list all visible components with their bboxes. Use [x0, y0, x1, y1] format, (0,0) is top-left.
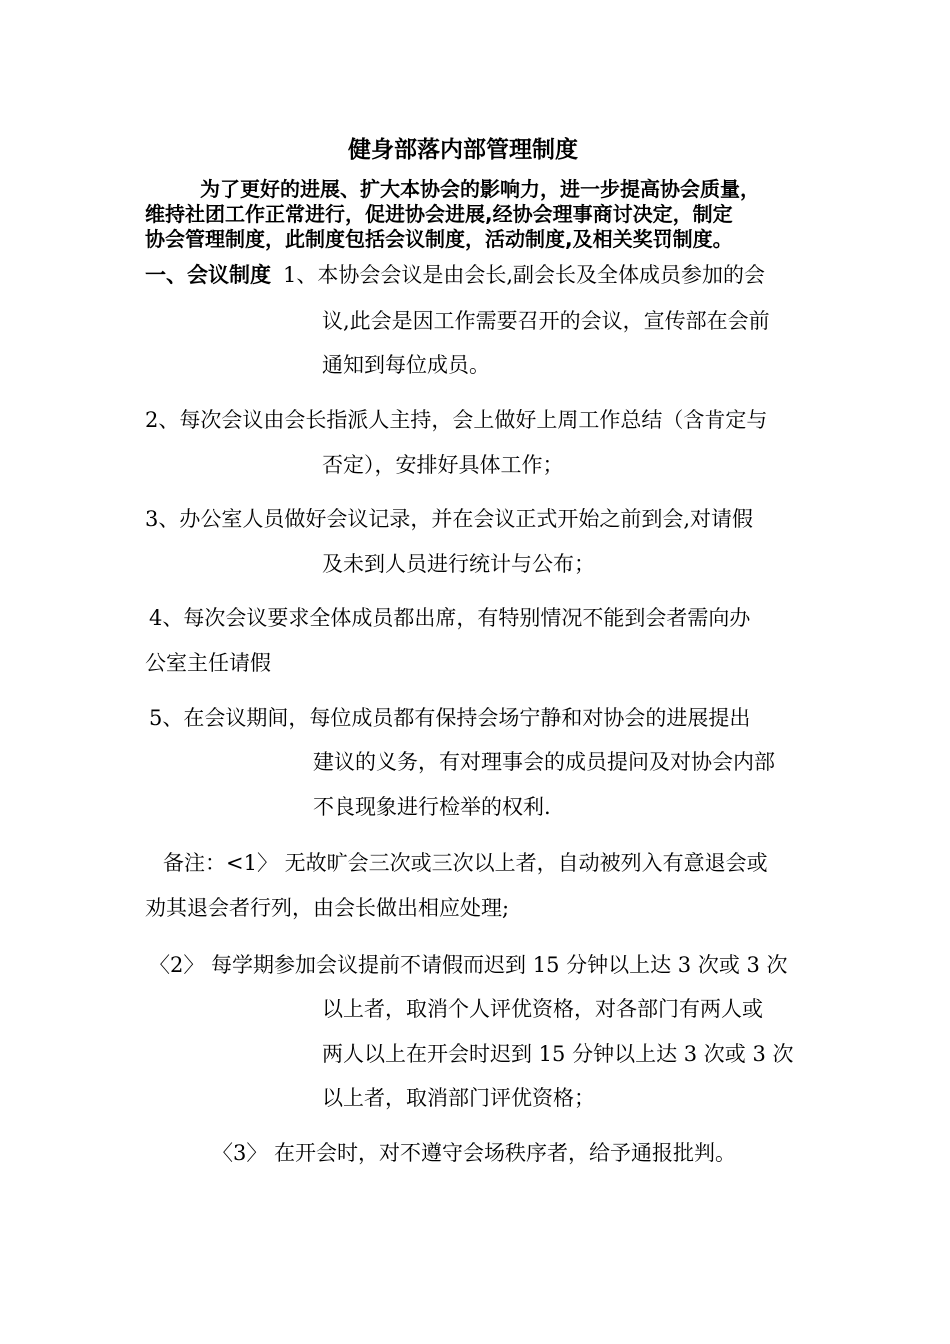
- note2-line-3: 两人以上在开会时迟到 15 分钟以上达 3 次或 3 次: [322, 1042, 794, 1066]
- item4-line-1: 4、每次会议要求全体成员都出席，有特别情况不能到会者需向办: [149, 606, 751, 630]
- document-title: 健身部落内部管理制度: [348, 137, 578, 163]
- intro-line-1: 为了更好的进展、扩大本协会的影响力，进一步提高协会质量，: [200, 177, 760, 201]
- note2-line-4: 以上者，取消部门评优资格；: [322, 1086, 595, 1110]
- item3-line-2: 及未到人员进行统计与公布；: [322, 552, 595, 576]
- item5-line-3: 不良现象进行检举的权利.: [313, 795, 551, 819]
- note3-line-1: 〈3〉 在开会时，对不遵守会场秩序者，给予通报批判。: [212, 1141, 737, 1165]
- item5-line-1: 5、在会议期间，每位成员都有保持会场宁静和对协会的进展提出: [149, 706, 751, 730]
- item1-line-1: 1、本协会会议是由会长,副会长及全体成员参加的会: [283, 263, 766, 287]
- intro-line-2: 维持社团工作正常进行，促进协会进展,经协会理事商讨决定，制定: [145, 202, 733, 226]
- item4-line-2: 公室主任请假: [145, 651, 271, 675]
- item1-line-2: 议,此会是因工作需要召开的会议，宣传部在会前: [322, 309, 770, 333]
- note2-line-2: 以上者，取消个人评优资格，对各部门有两人或: [322, 997, 763, 1021]
- item2-line-1: 2、每次会议由会长指派人主持，会上做好上周工作总结（含肯定与: [145, 408, 768, 432]
- section-heading: 一、会议制度: [145, 263, 271, 287]
- item2-line-2: 否定），安排好具体工作；: [322, 453, 564, 477]
- note2-line-1: 〈2〉 每学期参加会议提前不请假而迟到 15 分钟以上达 3 次或 3 次: [149, 953, 788, 977]
- item3-line-1: 3、办公室人员做好会议记录，并在会议正式开始之前到会,对请假: [145, 507, 754, 531]
- intro-line-3: 协会管理制度，此制度包括会议制度，活动制度,及相关奖罚制度。: [145, 227, 733, 251]
- item5-line-2: 建议的义务，有对理事会的成员提问及对协会内部: [313, 750, 775, 774]
- note1-line-1: 备注：<1〉 无故旷会三次或三次以上者，自动被列入有意退会或: [163, 851, 768, 875]
- note1-line-2: 劝其退会者行列，由会长做出相应处理;: [145, 896, 510, 920]
- item1-line-3: 通知到每位成员。: [322, 353, 490, 377]
